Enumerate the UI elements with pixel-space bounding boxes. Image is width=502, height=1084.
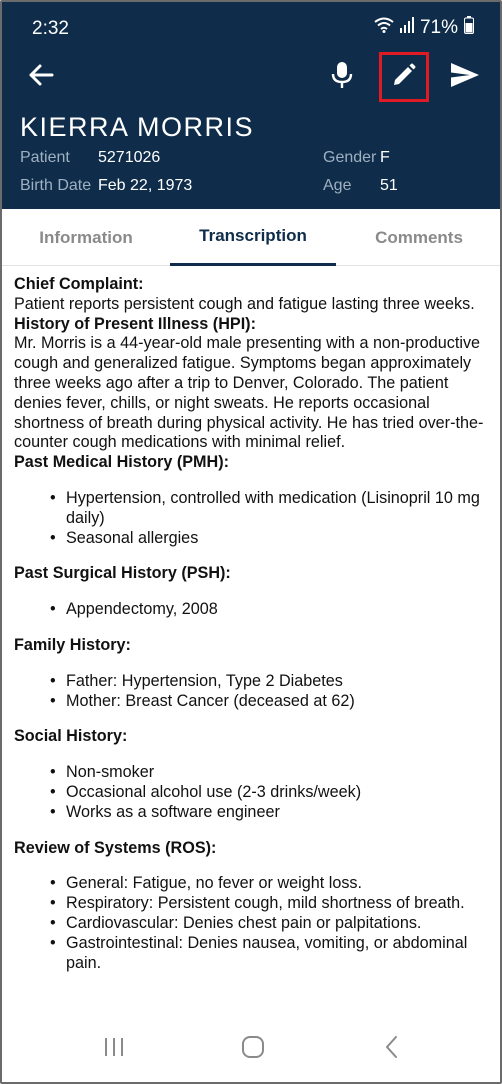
gender-value: F — [380, 149, 390, 166]
list-item: • Seasonal allergies — [50, 529, 492, 549]
list-item: • Cardiovascular: Denies chest pain or palpitations. — [50, 914, 492, 934]
recent-apps-icon — [103, 1037, 125, 1062]
age-label: Age — [323, 177, 352, 194]
home-button[interactable] — [233, 1034, 273, 1064]
psh-heading: Past Surgical History (PSH): — [14, 564, 231, 583]
edit-button[interactable] — [379, 52, 429, 102]
age-value: 51 — [380, 177, 398, 194]
social-history-list — [14, 763, 492, 822]
send-icon — [450, 62, 480, 93]
list-item: • Non-smoker — [50, 763, 492, 783]
back-icon — [384, 1035, 400, 1064]
tab-bar — [2, 209, 500, 266]
patient-name: KIERRA MORRIS — [20, 112, 255, 142]
tab-information[interactable]: Information — [39, 227, 133, 247]
hpi-text: Mr. Morris is a 44-year-old male presenting with a non-productive cough and generalized fatigue. Symptoms began approximately three weeks ago after a trip to Denver, Colorado. The patient denies fever, chills, or night sweats. He reports occasional shortness of breath during physical activity. He has tried over-the-counter cough medications with minimal relief. — [14, 334, 484, 452]
hpi-heading: History of Present Illness (HPI): — [14, 314, 256, 333]
tab-transcription[interactable]: Transcription — [170, 209, 336, 266]
pmh-list — [14, 489, 492, 548]
list-item: • Appendectomy, 2008 — [50, 600, 492, 620]
status-bar — [2, 2, 500, 52]
battery-percent: 71% — [419, 16, 458, 38]
transcription-content — [14, 275, 492, 989]
list-item: • General: Fatigue, no fever or weight loss. — [50, 874, 492, 894]
signal-icon — [400, 17, 414, 38]
psh-list — [14, 600, 492, 620]
list-item: • Father: Hypertension, Type 2 Diabetes — [50, 672, 492, 692]
list-item: • Respiratory: Persistent cough, mild shortness of breath. — [50, 894, 492, 914]
header — [2, 2, 500, 209]
social-history-heading: Social History: — [14, 727, 128, 746]
list-item: • Occasional alcohol use (2-3 drinks/week) — [50, 783, 492, 803]
list-item: • Mother: Breast Cancer (deceased at 62) — [50, 692, 492, 712]
battery-icon — [464, 16, 474, 39]
chief-complaint-text: Patient reports persistent cough and fatigue lasting three weeks. — [14, 294, 475, 313]
patient-id-value: 5271026 — [98, 149, 161, 166]
pencil-icon — [391, 62, 417, 93]
pmh-heading: Past Medical History (PMH): — [14, 453, 229, 472]
family-history-heading: Family History: — [14, 635, 131, 654]
chief-complaint-heading: Chief Complaint: — [14, 275, 144, 293]
microphone-button[interactable] — [317, 54, 367, 100]
toolbar — [2, 54, 500, 104]
send-button[interactable] — [440, 54, 490, 100]
back-arrow-icon — [28, 63, 54, 92]
wifi-icon — [374, 17, 394, 38]
system-back-button[interactable] — [372, 1034, 412, 1064]
tab-comments[interactable]: Comments — [375, 227, 463, 247]
back-button[interactable] — [16, 54, 66, 100]
recent-apps-button[interactable] — [94, 1034, 134, 1064]
ros-list — [14, 874, 492, 973]
list-item: • Gastrointestinal: Denies nausea, vomiting, or abdominal pain. — [50, 934, 492, 974]
status-time: 2:32 — [32, 18, 69, 39]
status-icons — [374, 16, 474, 39]
system-nav-bar — [2, 1016, 500, 1082]
list-item: • Hypertension, controlled with medication (Lisinopril 10 mg daily) — [50, 489, 492, 529]
home-icon — [241, 1035, 265, 1064]
list-item: • Works as a software engineer — [50, 803, 492, 823]
birth-date-value: Feb 22, 1973 — [98, 177, 193, 194]
microphone-icon — [331, 61, 353, 94]
gender-label: Gender — [323, 149, 377, 166]
ros-heading: Review of Systems (ROS): — [14, 838, 217, 857]
family-history-list — [14, 672, 492, 712]
birth-date-label: Birth Date — [20, 177, 92, 194]
patient-id-label: Patient — [20, 149, 70, 166]
